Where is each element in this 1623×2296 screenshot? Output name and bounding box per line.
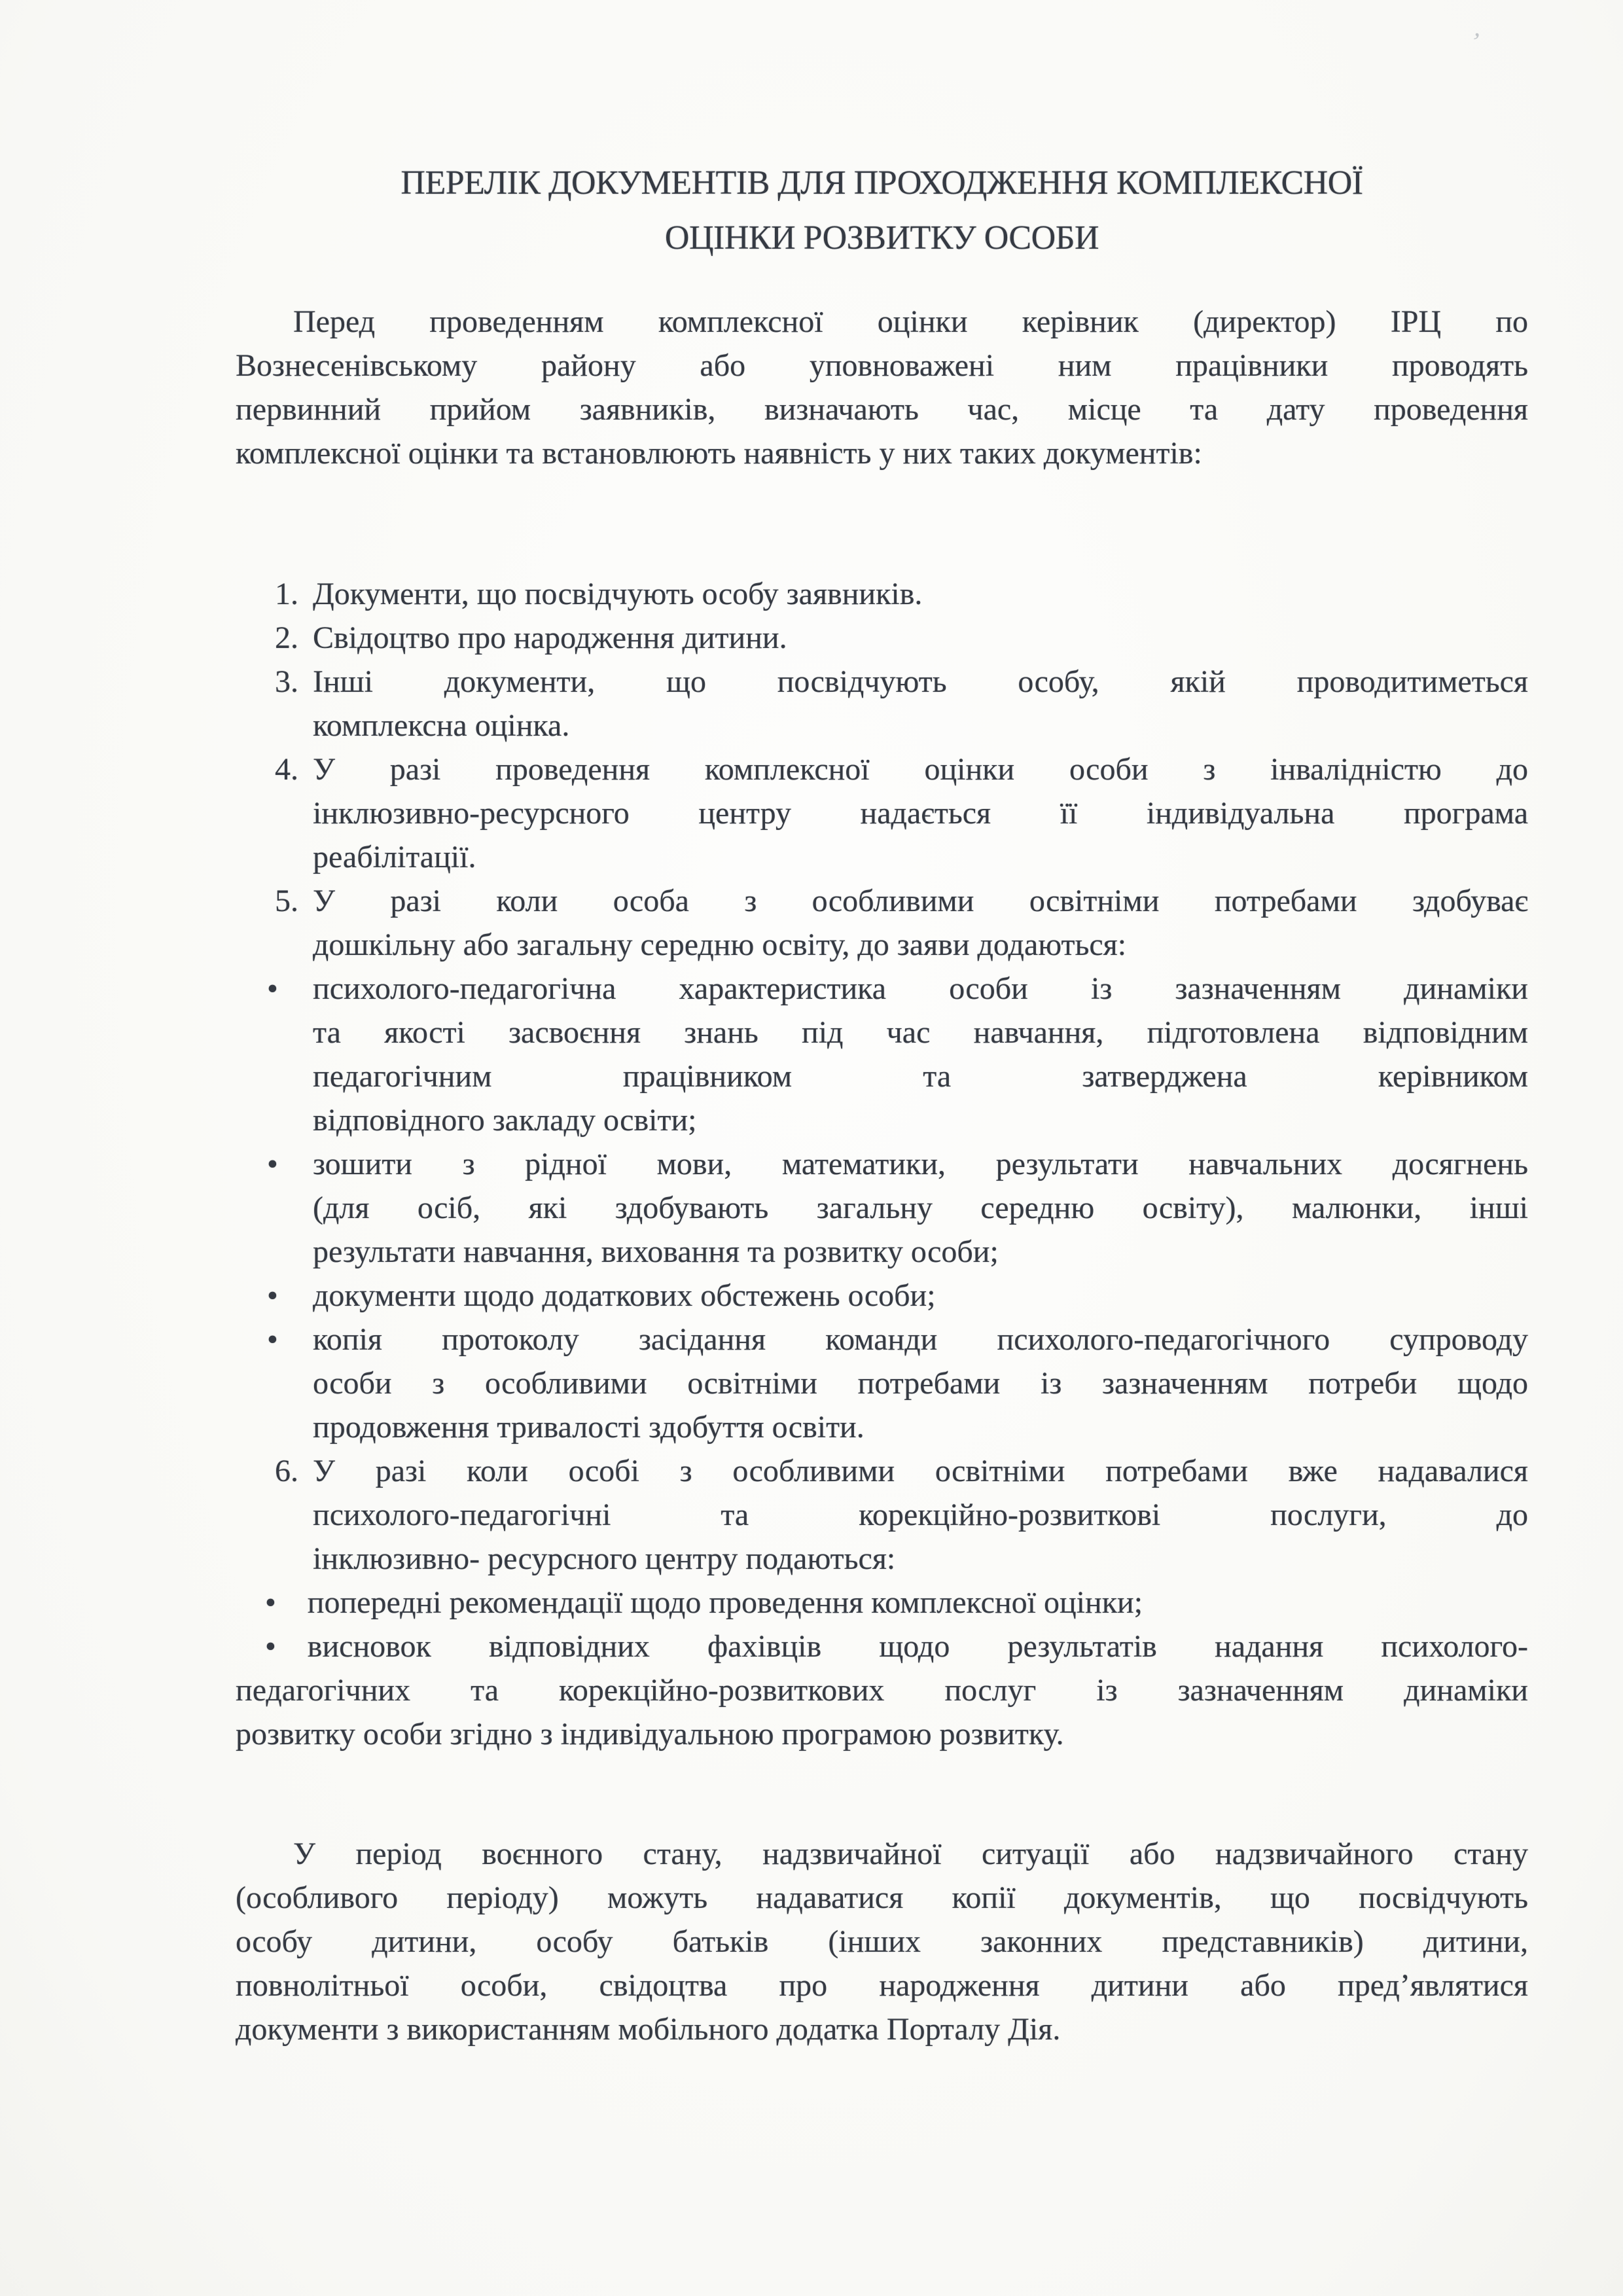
scan-artifact: ’ (1468, 26, 1483, 57)
bullet-icon: • (267, 1322, 278, 1357)
list-item-text: У разі проведення комплексної оцінки особи з інвалідністю до інклюзивно-ресурсного центру надається її індивідуальна програма реабілітації. (313, 752, 1528, 874)
list-item-number: 5. (275, 884, 298, 918)
list-item-4 (275, 747, 1528, 879)
document-list (236, 572, 1528, 1756)
bullet-item-characteristic (267, 967, 1528, 1142)
list-item-number: 6. (275, 1454, 298, 1488)
list-item-text: Документи, що посвідчують особу заявників. (313, 577, 923, 611)
bullet-icon: • (267, 1278, 278, 1313)
intro-paragraph: Перед проведенням комплексної оцінки керівник (директор) ІРЦ по Вознесенівському району або уповноважені ним працівники проводять первинний прийом заявників, визначають час, місце та дату проведення комплексної оцінки та встановлюють наявність у них таких документів: (236, 304, 1528, 471)
closing-paragraph: У період воєнного стану, надзвичайної ситуації або надзвичайного стану (особливого періоду) можуть надаватися копії документів, що посвідчують особу дитини, особу батьків (інших законних представників) дитини, повнолітньої особи, свідоцтва про народження дитини або пред’являтися документи з використанням мобільного додатка Порталу Дія. (236, 1837, 1528, 2047)
document-content (236, 156, 1528, 2051)
list-item-number: 4. (275, 752, 298, 787)
list-item-2 (275, 616, 1528, 660)
bullet-item-specialists-conclusion: • висновок відповідних фахівців щодо результатів надання психолого- педагогічних та корекційно-розвиткових послуг із зазначенням динаміки розвитку особи згідно з індивідуальною програмою розвитку. (236, 1629, 1528, 1751)
list-item-number: 3. (275, 664, 298, 699)
list-item-number: 1. (275, 577, 298, 611)
list-item-5 (275, 879, 1528, 967)
bullet-item-protocol-copy (267, 1318, 1528, 1449)
list-item-6 (275, 1449, 1528, 1581)
bullet-item-examinations (267, 1274, 1528, 1318)
list-item-1 (275, 572, 1528, 616)
list-item-text: Інші документи, що посвідчують особу, якій проводитиметься комплексна оцінка. (313, 664, 1528, 743)
page-title (236, 156, 1528, 266)
list-item-text: У разі коли особі з особливими освітніми потребами вже надавалися психолого-педагогічні та корекційно-розвиткові послуги, до інклюзивно- ресурсного центру подаються: (313, 1454, 1528, 1576)
bullet-item-prior-recommendations: • попередні рекомендації щодо проведення комплексної оцінки; (265, 1585, 1143, 1620)
title-line-2: ОЦІНКИ РОЗВИТКУ ОСОБИ (664, 219, 1099, 257)
bullet-item-text: копія протоколу засідання команди психолого-педагогічного супроводу особи з особливими освітніми потребами із зазначенням потреби щодо продовження тривалості здобуття освіти. (313, 1322, 1528, 1444)
list-item-text: У разі коли особа з особливими освітніми потребами здобуває дошкільну або загальну середню освіту, до заяви додаються: (313, 884, 1528, 962)
bullet-item-text: психолого-педагогічна характеристика особи із зазначенням динаміки та якості засвоєння знань під час навчання, підготовлена відповідним педагогічним працівником та затверджена керівником відповідного закладу освіти; (313, 971, 1528, 1138)
list-item-text: Свідоцтво про народження дитини. (313, 620, 787, 655)
list-item-3 (275, 660, 1528, 747)
list-item-number: 2. (275, 620, 298, 655)
bullet-item-text: зошити з рідної мови, математики, результати навчальних досягнень (для осіб, які здобувають загальну середню освіту), малюнки, інші результати навчання, виховання та розвитку особи; (313, 1147, 1528, 1269)
bullet-item-text: документи щодо додаткових обстежень особи; (313, 1278, 936, 1313)
bullet-icon: • (267, 971, 278, 1006)
bullet-item-notebooks (267, 1142, 1528, 1274)
bullet-icon: • (267, 1147, 278, 1181)
title-line-1: ПЕРЕЛІК ДОКУМЕНТІВ ДЛЯ ПРОХОДЖЕННЯ КОМПЛЕКСНОЇ (401, 164, 1363, 202)
